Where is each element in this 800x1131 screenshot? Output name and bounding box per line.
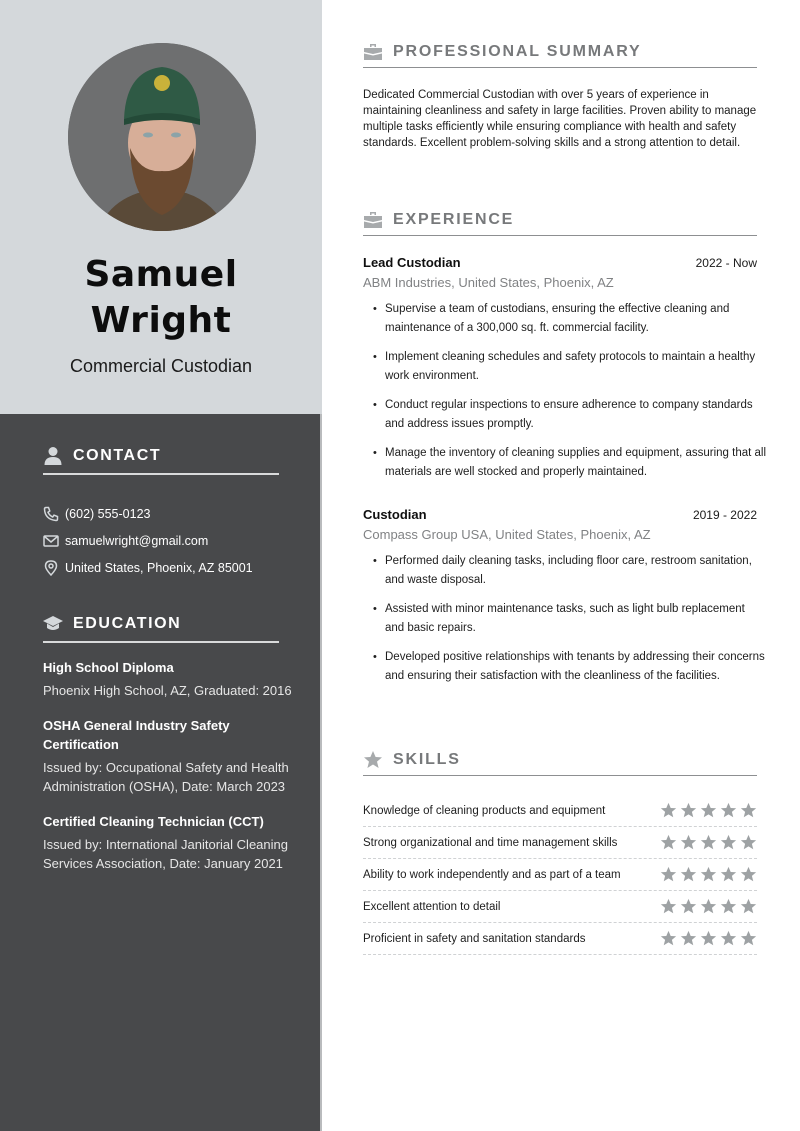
job-entry	[363, 507, 767, 696]
job-header	[363, 507, 757, 522]
briefcase-icon	[363, 210, 383, 230]
skill-rating	[660, 930, 757, 947]
skill-rating	[660, 898, 757, 915]
education-heading-label: EDUCATION	[73, 615, 182, 632]
skill-rating	[660, 834, 757, 851]
user-icon	[43, 446, 63, 466]
job-bullet: • Developed positive relationships with tenants by addressing their concerns and ensuring their satisfaction with the cleanliness of the facilities.	[363, 648, 767, 686]
star-icon	[740, 898, 757, 915]
star-icon	[660, 802, 677, 819]
star-icon	[700, 898, 717, 915]
skill-rating	[660, 866, 757, 883]
skill-name: Ability to work independently and as part of a team	[363, 868, 621, 881]
job-dates: 2022 - Now	[695, 256, 757, 270]
profile-header	[0, 0, 322, 414]
first-name: Samuel	[84, 254, 238, 295]
briefcase-icon	[363, 42, 383, 62]
education-title: Certified Cleaning Technician (CCT)	[43, 814, 264, 829]
job-entry	[363, 255, 767, 492]
education-desc: Issued by: Occupational Safety and Health Administration (OSHA), Date: March 2023	[43, 760, 289, 794]
skill-name: Strong organizational and time management skills	[363, 836, 618, 849]
job-header	[363, 255, 757, 270]
last-name: Wright	[90, 300, 232, 341]
skill-row	[363, 923, 757, 955]
education-desc: Issued by: International Janitorial Cleaning Services Association, Date: January 2021	[43, 837, 288, 871]
skill-row	[363, 891, 757, 923]
skills-heading-label: SKILLS	[393, 750, 461, 768]
summary-text: Dedicated Commercial Custodian with over 5 years of experience in maintaining cleanliness and safety in large facilities. Proven ability to manage multiple tasks efficiently while ensuring compliance with health and safety standards. Excellent problem-solving skills and a strong attention to detail.	[363, 89, 757, 149]
contact-heading-label: CONTACT	[73, 447, 162, 464]
star-icon	[700, 930, 717, 947]
job-role: Custodian	[363, 507, 427, 522]
skill-row	[363, 827, 757, 859]
star-icon	[700, 866, 717, 883]
job-bullet: • Implement cleaning schedules and safety protocols to maintain a healthy work environment.	[363, 348, 767, 386]
contact-phone[interactable]	[43, 500, 303, 527]
skill-name: Excellent attention to detail	[363, 900, 501, 913]
email-address: samuelwright@gmail.com	[65, 533, 209, 548]
skills-heading	[363, 748, 757, 776]
star-icon	[700, 802, 717, 819]
star-icon	[680, 866, 697, 883]
star-icon	[720, 834, 737, 851]
contact-heading	[43, 445, 279, 475]
star-icon	[363, 750, 383, 770]
phone-number: (602) 555-0123	[65, 506, 151, 521]
phone-icon	[43, 506, 59, 522]
contact-email[interactable]	[43, 527, 303, 554]
full-name	[0, 252, 322, 344]
job-bullets	[363, 300, 767, 482]
star-icon	[660, 866, 677, 883]
star-icon	[720, 866, 737, 883]
star-icon	[740, 802, 757, 819]
star-icon	[740, 866, 757, 883]
star-icon	[680, 834, 697, 851]
star-icon	[660, 898, 677, 915]
job-role: Lead Custodian	[363, 255, 461, 270]
skill-row	[363, 859, 757, 891]
education-title: OSHA General Industry Safety Certification	[43, 718, 230, 752]
education-item	[43, 716, 293, 796]
star-icon	[720, 930, 737, 947]
job-bullet: • Performed daily cleaning tasks, including floor care, restroom sanitation, and waste disposal.	[363, 552, 767, 590]
sidebar	[0, 0, 322, 1131]
graduation-cap-icon	[43, 614, 63, 634]
job-bullet: • Supervise a team of custodians, ensuring the effective cleaning and maintenance of a 300,000 sq. ft. commercial facility.	[363, 300, 767, 338]
star-icon	[720, 898, 737, 915]
summary-heading-label: PROFESSIONAL SUMMARY	[393, 42, 642, 60]
skill-row	[363, 795, 757, 827]
education-heading	[43, 613, 279, 643]
star-icon	[660, 834, 677, 851]
education-title: High School Diploma	[43, 660, 174, 675]
job-dates: 2019 - 2022	[692, 508, 757, 522]
summary-heading	[363, 40, 757, 68]
education-item	[43, 658, 293, 700]
star-icon	[720, 802, 737, 819]
star-icon	[680, 930, 697, 947]
job-bullet: • Manage the inventory of cleaning supplies and equipment, assuring that all materials are well stocked and properly maintained.	[363, 444, 767, 482]
experience-heading-label: EXPERIENCE	[393, 210, 515, 228]
portrait-photo-icon	[68, 43, 256, 231]
skill-rating	[660, 802, 757, 819]
skill-name: Knowledge of cleaning products and equipment	[363, 804, 606, 817]
job-bullets	[363, 552, 767, 686]
skills-list	[363, 795, 757, 955]
skill-name: Proficient in safety and sanitation standards	[363, 932, 586, 945]
job-bullet: • Assisted with minor maintenance tasks, such as light bulb replacement and basic repairs.	[363, 600, 767, 638]
star-icon	[680, 898, 697, 915]
contact-address	[43, 554, 303, 581]
envelope-icon	[43, 533, 59, 549]
job-company: Compass Group USA, United States, Phoenix, AZ	[363, 527, 651, 542]
education-list	[43, 658, 293, 889]
star-icon	[740, 834, 757, 851]
star-icon	[740, 930, 757, 947]
location-pin-icon	[43, 560, 59, 576]
address-text: United States, Phoenix, AZ 85001	[65, 560, 253, 575]
contact-list	[43, 500, 303, 581]
profile-photo	[68, 43, 256, 231]
job-company: ABM Industries, United States, Phoenix, AZ	[363, 275, 614, 290]
star-icon	[700, 834, 717, 851]
job-bullet: • Conduct regular inspections to ensure adherence to company standards and address issues promptly.	[363, 396, 767, 434]
star-icon	[680, 802, 697, 819]
experience-heading	[363, 208, 757, 236]
education-desc: Phoenix High School, AZ, Graduated: 2016	[43, 683, 292, 698]
education-item	[43, 812, 293, 873]
star-icon	[660, 930, 677, 947]
job-title: Commercial Custodian	[69, 356, 253, 376]
